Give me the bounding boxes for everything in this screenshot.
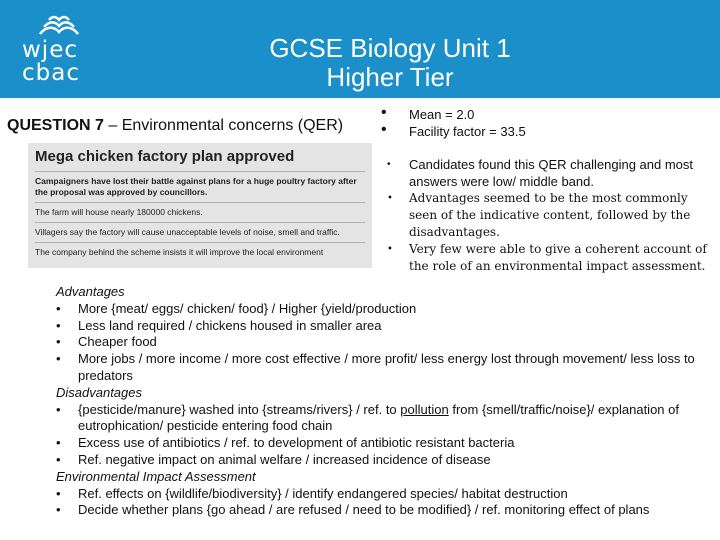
title-line-1: GCSE Biology Unit 1 [269, 33, 511, 63]
clipping-paragraph-2: Villagers say the factory will cause unacceptable levels of noise, smell and traffic. [35, 227, 340, 237]
stat-facility: • Facility factor = 33.5 [381, 121, 526, 139]
disadvantage-item: • {pesticide/manure} washed into {streams/rivers} / ref. to pollution from {smell/traffic/noise}/ explanation of eutrophication/ pesticide entering food chain [56, 401, 679, 434]
title-line-2: Higher Tier [326, 62, 454, 92]
disadvantage-item: • Ref. negative impact on animal welfare / increased incidence of disease [56, 451, 491, 467]
bullet-icon: • [56, 401, 61, 417]
header-banner [0, 0, 720, 98]
advantage-item: • More jobs / more income / more cost effective / more profit/ less energy lost through movement/ less loss to predators [56, 351, 695, 383]
disadvantages-heading: Disadvantages [56, 384, 142, 400]
performance-item: • Very few were able to give a coherent account of the role of an environmental impact assessment. [387, 242, 707, 273]
question-topic: – Environmental concerns (QER) [103, 117, 344, 134]
stat-mean: • Mean = 2.0 [381, 104, 475, 122]
wjec-logo [20, 12, 100, 88]
bullet-icon: • [387, 244, 393, 255]
performance-item: • Candidates found this QER challenging and most answers were low/ middle band. [387, 157, 694, 189]
disadvantage-item: • Excess use of antibiotics / ref. to development of antibiotic resistant bacteria [56, 435, 515, 451]
advantage-item: • Less land required / chickens housed in smaller area [56, 317, 382, 333]
bullet-icon: • [387, 159, 391, 170]
mark-scheme [56, 284, 716, 519]
divider [35, 222, 365, 223]
slide-title [215, 34, 565, 92]
clipping-paragraph-1: The farm will house nearly 180000 chickens. [35, 207, 203, 217]
divider [35, 171, 365, 172]
advantage-item: • More {meat/ eggs/ chicken/ food} / Higher {yield/production [56, 300, 417, 316]
eia-item: • Decide whether plans {go ahead / are refused / need to be modified} / ref. monitoring effect of plans [56, 502, 650, 518]
clipping-intro: Campaigners have lost their battle against plans for a huge poultry factory after the proposal was approved by councillors. [35, 176, 357, 197]
advantages-heading: Advantages [56, 284, 125, 299]
bullet-icon: • [56, 485, 61, 501]
pollution-keyword: pollution [400, 401, 449, 417]
bullet-icon: • [56, 334, 61, 350]
bullet-icon: • [56, 435, 61, 451]
bullet-icon: • [381, 121, 387, 138]
bullet-icon: • [56, 502, 61, 518]
question-heading [7, 116, 343, 136]
eia-item: • Ref. effects on {wildlife/biodiversity} / identify endangered species/ habitat destruction [56, 485, 568, 501]
bullet-icon: • [56, 317, 61, 333]
bullet-icon: • [387, 193, 393, 204]
divider [35, 202, 365, 203]
logo-text-wjec: wjec [22, 37, 78, 63]
performance-item: • Advantages seemed to be the most commonly seen of the indicative content, followed by the disadvantages. [387, 191, 691, 239]
bullet-icon: • [56, 351, 61, 367]
performance-notes [387, 156, 712, 275]
advantage-item: • Cheaper food [56, 334, 157, 350]
news-clipping [28, 143, 372, 268]
clipping-paragraph-3: The company behind the scheme insists it will improve the local environment [35, 247, 324, 257]
stats-list [381, 106, 711, 140]
clipping-headline: Mega chicken factory plan approved [35, 148, 295, 165]
bullet-icon: • [56, 451, 61, 467]
logo-text-cbac: cbac [22, 60, 80, 86]
book-icon [36, 12, 82, 40]
question-number: QUESTION 7 [7, 117, 104, 134]
bullet-icon: • [381, 104, 387, 121]
eia-heading: Environmental Impact Assessment [56, 468, 256, 484]
bullet-icon: • [56, 300, 61, 316]
divider [35, 242, 365, 243]
